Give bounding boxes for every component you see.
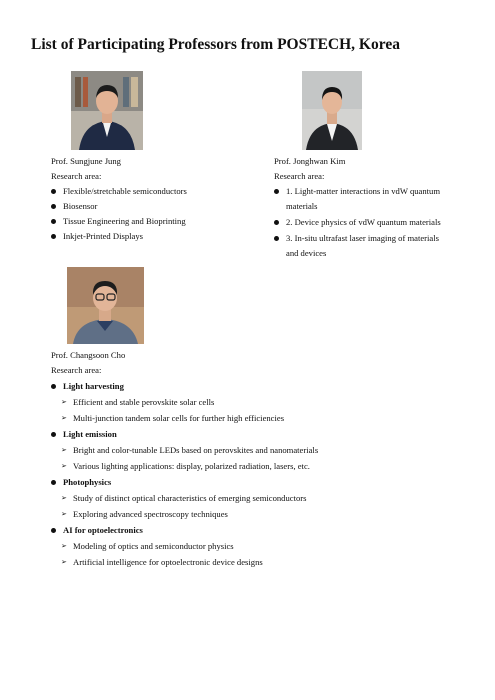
- professor-name: Prof. Changsoon Cho: [51, 350, 126, 360]
- research-topic-list: [51, 523, 318, 538]
- research-item: Biosensor: [51, 199, 187, 214]
- professor-photo-cho: [67, 267, 144, 344]
- research-topic: Photophysics: [51, 475, 318, 490]
- research-topic-list: [51, 379, 318, 394]
- research-subtopic: ➢ Artificial intelligence for optoelectronic device designs: [51, 555, 318, 570]
- research-topic: Light emission: [51, 427, 318, 442]
- research-subtopic-list: [51, 491, 318, 522]
- professor-name: Prof. Jonghwan Kim: [274, 156, 346, 166]
- professor-photo-jung: [71, 71, 143, 150]
- research-list: [274, 184, 449, 261]
- research-label: Research area:: [51, 171, 102, 181]
- research-subtopic-list: [51, 539, 318, 570]
- research-subtopic-list: [51, 443, 318, 474]
- research-item: Inkjet-Printed Displays: [51, 229, 187, 244]
- research-label: Research area:: [274, 171, 325, 181]
- page-title: List of Participating Professors from POSTECH, Korea: [31, 36, 400, 53]
- professor-block-kim: [274, 154, 449, 262]
- research-subtopic: ➢ Various lighting applications: display, polarized radiation, lasers, etc.: [51, 459, 318, 474]
- research-subtopic: ➢ Modeling of optics and semiconductor physics: [51, 539, 318, 554]
- research-item: 3. In-situ ultrafast laser imaging of materials and devices: [274, 231, 449, 261]
- research-subtopic-list: [51, 395, 318, 426]
- professor-block-cho: [51, 348, 318, 571]
- research-subtopic: ➢ Efficient and stable perovskite solar cells: [51, 395, 318, 410]
- professor-block-jung: [51, 154, 187, 244]
- research-topic: Light harvesting: [51, 379, 318, 394]
- research-topic-list: [51, 475, 318, 490]
- research-label: Research area:: [51, 365, 102, 375]
- research-subtopic: ➢ Multi-junction tandem solar cells for further high efficiencies: [51, 411, 318, 426]
- research-item: Flexible/stretchable semiconductors: [51, 184, 187, 199]
- research-item: 1. Light-matter interactions in vdW quantum materials: [274, 184, 449, 214]
- research-item: 2. Device physics of vdW quantum materials: [274, 215, 449, 230]
- research-subtopic: ➢ Study of distinct optical characteristics of emerging semiconductors: [51, 491, 318, 506]
- professor-photo-kim: [302, 71, 362, 150]
- research-topic: AI for optoelectronics: [51, 523, 318, 538]
- professor-name: Prof. Sungjune Jung: [51, 156, 121, 166]
- research-item: Tissue Engineering and Bioprinting: [51, 214, 187, 229]
- research-topic-list: [51, 427, 318, 442]
- research-list: [51, 184, 187, 244]
- research-subtopic: ➢ Exploring advanced spectroscopy techniques: [51, 507, 318, 522]
- research-subtopic: ➢ Bright and color-tunable LEDs based on perovskites and nanomaterials: [51, 443, 318, 458]
